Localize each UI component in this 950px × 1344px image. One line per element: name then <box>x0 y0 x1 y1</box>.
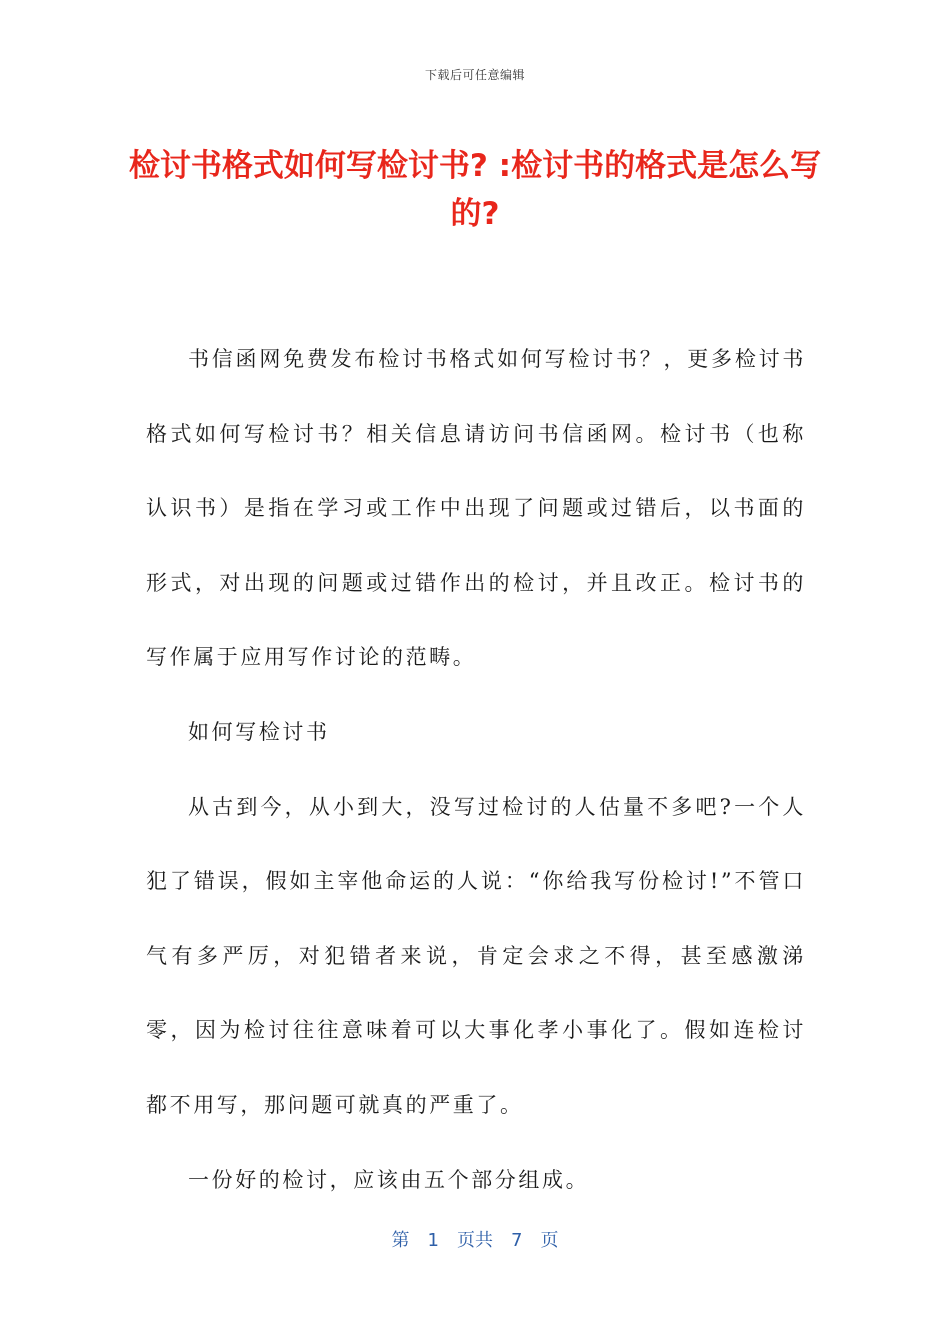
footer-current-page: 1 <box>427 1230 439 1251</box>
document-title: 检讨书格式如何写检讨书? :检讨书的格式是怎么写的? <box>128 148 822 232</box>
paragraph-intro: 书信函网免费发布检讨书格式如何写检讨书？，更多检讨书格式如何写检讨书？相关信息请访问书信函网。检讨书（也称认识书）是指在学习或工作中出现了问题或过错后，以书面的形式，对出现的问题或过错作出的检讨，并且改正。检讨书的写作属于应用写作讨论的范畴。 <box>146 347 806 670</box>
page-footer <box>0 1226 950 1252</box>
paragraph-subheading: 如何写检讨书 <box>188 719 330 744</box>
header-note: 下载后可任意编辑 <box>424 68 525 82</box>
paragraph-background: 从古到今，从小到大，没写过检讨的人估量不多吧?一个人犯了错误，假如主宰他命运的人说：“你给我写份检讨!”不管口气有多严厉，对犯错者来说，肯定会求之不得，甚至感激涕零，因为检讨往往意味着可以大事化孝小事化了。假如连检讨都不用写，那问题可就真的严重了。 <box>146 794 806 1117</box>
footer-suffix: 页 <box>540 1230 559 1251</box>
footer-prefix: 第 <box>391 1230 410 1251</box>
paragraph-structure: 一份好的检讨，应该由五个部分组成。 <box>188 1167 590 1192</box>
footer-total-pages: 7 <box>511 1230 523 1251</box>
document-body <box>146 322 806 1217</box>
footer-middle: 页共 <box>457 1230 493 1251</box>
